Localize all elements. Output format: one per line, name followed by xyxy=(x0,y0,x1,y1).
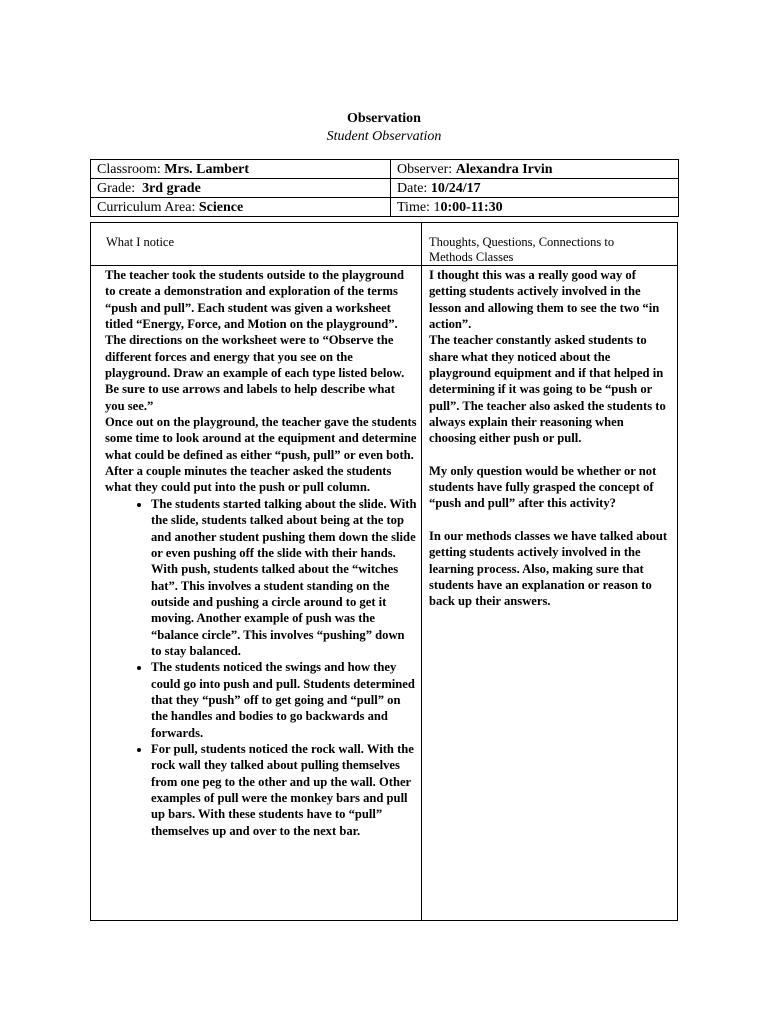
notice-paragraph: Once out on the playground, the teacher gave the students some time to look around at the equipment and determine what could be defined as either “push, pull” or even both. xyxy=(105,415,417,462)
time-label: Time: 1 xyxy=(397,199,441,215)
thoughts-paragraph: I thought this was a really good way of getting students actively involved in the lesson and allowing them to see the two “in action”. xyxy=(429,268,660,332)
observer-cell xyxy=(391,160,679,179)
observer-label: Observer: xyxy=(397,161,456,177)
observation-info-table xyxy=(90,159,679,217)
thoughts-column xyxy=(429,267,671,610)
what-i-notice-header: What I notice xyxy=(106,235,175,249)
classroom-value: Mrs. Lambert xyxy=(164,161,250,177)
thoughts-header: Thoughts, Questions, Connections to Methods Classes xyxy=(429,235,615,264)
time-value: 0:00-11:30 xyxy=(440,199,503,215)
paragraph-gap xyxy=(429,512,671,528)
date-cell xyxy=(391,179,679,198)
notice-paragraph: The teacher took the students outside to the playground to create a demonstration and exploration of the terms “push and pull”. Each student was given a worksheet titled “Energy, Force, and Motion on the playground”. The directions on the worksheet were to “Observe the different forces and energy that you see on the playground. Draw an example of each type listed below. Be sure to use arrows and labels to help describe what you see.” xyxy=(105,268,405,413)
document-subtitle: Student Observation xyxy=(326,129,442,144)
thoughts-paragraph: The teacher constantly asked students to share what they noticed about the playground equipment and if that helped in determining if it was going to be “push or pull”. The teacher also asked the students to always explain their reasoning when choosing either push or pull. xyxy=(429,333,666,446)
notice-bullet-list xyxy=(105,496,417,839)
date-value: 10/24/17 xyxy=(430,180,481,196)
paragraph-gap xyxy=(429,447,671,463)
document-title: Observation xyxy=(347,111,421,126)
thoughts-paragraph: My only question would be whether or not students have fully grasped the concept of “push and pull” after this activity? xyxy=(429,463,657,511)
time-cell xyxy=(391,198,679,217)
grade-label: Grade: xyxy=(97,180,143,196)
list-item: • For pull, students noticed the rock wall. With the rock wall they talked about pulling themselves from one peg to the other and up the wall. Other examples of pull were the monkey bars and pull up bars. With these students have to “pull” themselves up and over to the next bar. xyxy=(151,741,417,839)
grade-value: 3rd grade xyxy=(142,180,201,196)
list-item: • The students started talking about the slide. With the slide, students talked about being at the top and another student pushing them down the slide or even pushing off the slide with their hands. With push, students talked about the “witches hat”. This involves a student standing on the outside and pushing a circle around to get it moving. Another example of push was the “balance circle”. This involves “pushing” down to stay balanced. xyxy=(151,496,417,659)
grade-cell xyxy=(91,179,391,198)
date-label: Date: xyxy=(397,180,431,196)
curriculum-area-value: Science xyxy=(198,199,244,215)
what-i-notice-column xyxy=(105,267,417,839)
thoughts-paragraph: In our methods classes we have talked about getting students actively involved in the learning process. Also, making sure that students have an explanation or reason to back up their answers. xyxy=(429,528,668,609)
curriculum-area-cell xyxy=(91,198,391,217)
notice-paragraph: After a couple minutes the teacher asked the students what they could put into the push or pull column. xyxy=(105,464,392,495)
list-item: • The students noticed the swings and how they could go into push and pull. Students determined that they “push” off to get going and “pull” on the handles and bodies to go backwards and forwards. xyxy=(151,659,417,741)
observation-notes-table xyxy=(90,222,678,921)
observer-value: Alexandra Irvin xyxy=(455,161,553,177)
curriculum-area-label: Curriculum Area: xyxy=(97,199,199,215)
classroom-label: Classroom: xyxy=(97,161,165,177)
column-divider xyxy=(421,223,422,920)
classroom-cell xyxy=(91,160,391,179)
header-rule xyxy=(91,265,677,266)
